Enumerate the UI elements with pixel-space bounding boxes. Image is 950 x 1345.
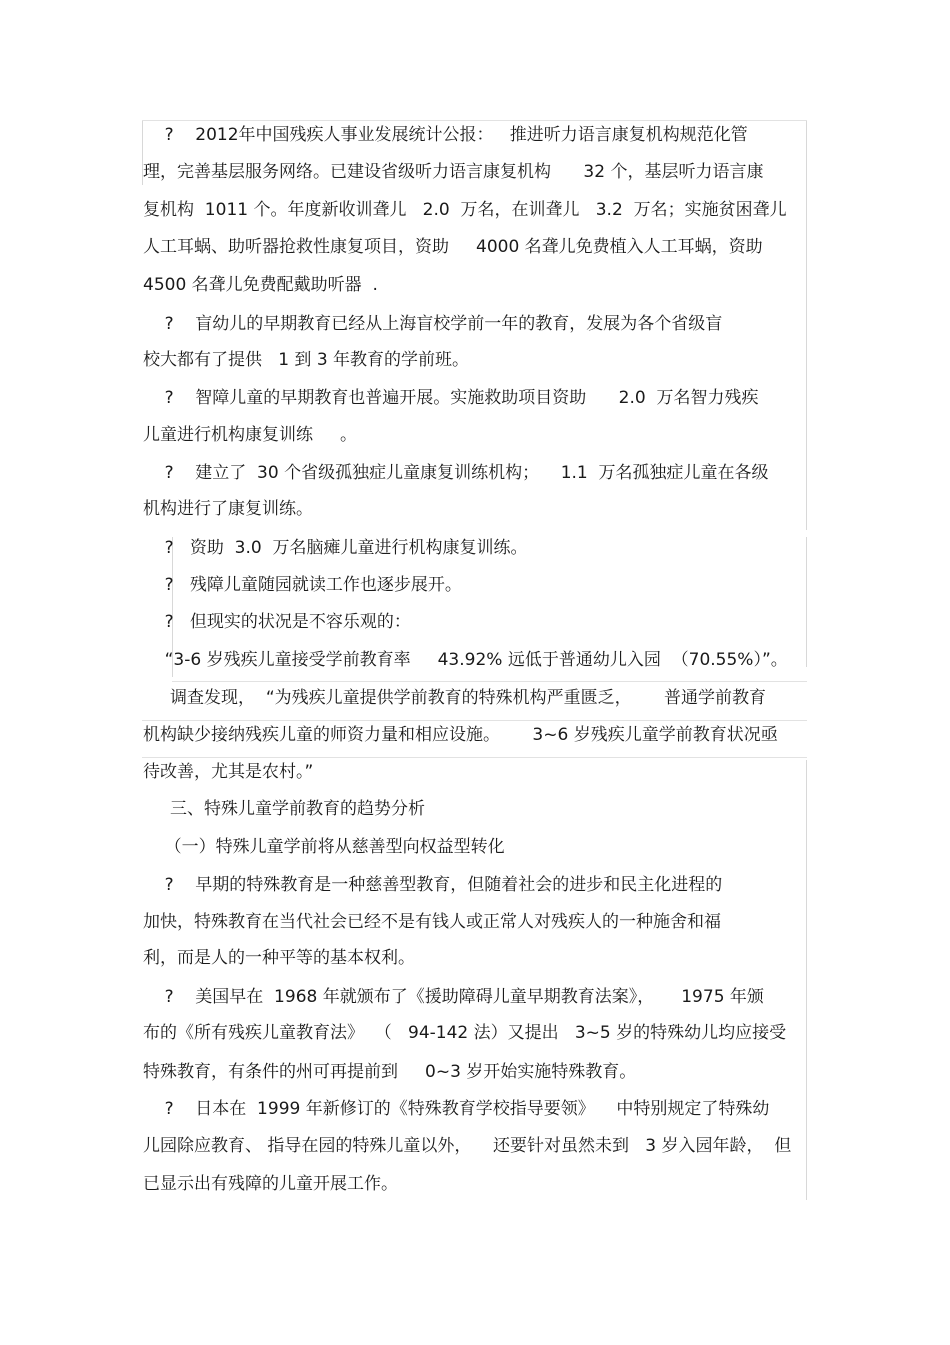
text-line: ? 资助 3.0 万名脑瘫儿童进行机构康复训练。 — [143, 538, 528, 558]
text-line: 利，而是人的一种平等的基本权利。 — [143, 948, 415, 968]
text-line: 调查发现， “为残疾儿童提供学前教育的特殊机构严重匮乏， 普通学前教育 — [143, 688, 767, 708]
text-line: 机构进行了康复训练。 — [143, 499, 313, 519]
text-line: 已显示出有残障的儿童开展工作。 — [143, 1174, 398, 1194]
text-line: ? 日本在 1999 年新修订的《特殊教育学校指导要领》 中特别规定了特殊幼 — [143, 1099, 770, 1119]
text-line: ? 但现实的状况是不容乐观的： — [143, 612, 411, 632]
text-line: （一）特殊儿童学前将从慈善型向权益型转化 — [143, 837, 505, 857]
border-right-bottom — [806, 760, 807, 1200]
text-line: 人工耳蜗、助听器抢救性康复项目，资助 4000 名聋儿免费植入人工耳蜗，资助 — [143, 237, 763, 257]
text-line: 三、特殊儿童学前教育的趋势分析 — [143, 799, 426, 819]
text-line: 复机构 1011 个。年度新收训聋儿 2.0 万名，在训聋儿 3.2 万名；实施贫困聋儿 — [143, 200, 787, 220]
text-line: 特殊教育，有条件的州可再提前到 0~3 岁开始实施特殊教育。 — [143, 1062, 637, 1082]
text-line: ? 智障儿童的早期教育也普遍开展。实施救助项目资助 2.0 万名智力残疾 — [143, 388, 759, 408]
text-line: ? 早期的特殊教育是一种慈善型教育，但随着社会的进步和民主化进程的 — [143, 875, 723, 895]
text-line: 机构缺少接纳残疾儿童的师资力量和相应设施。 3~6 岁残疾儿童学前教育状况亟 — [143, 725, 778, 745]
text-line: ? 2012年中国残疾人事业发展统计公报： 推进听力语言康复机构规范化管 — [143, 125, 748, 145]
border-survey-bottom-2 — [142, 757, 807, 758]
text-line: “3-6 岁残疾儿童接受学前教育率 43.92% 远低于普通幼儿入园 （70.55%）”。 — [143, 650, 788, 670]
text-line: 校大都有了提供 1 到 3 年教育的学前班。 — [143, 350, 470, 370]
text-line: ? 美国早在 1968 年就颁布了《援助障碍儿童早期教育法案》， 1975 年颁 — [143, 987, 764, 1007]
text-line: 布的《所有残疾儿童教育法》 （ 94-142 法）又提出 3~5 岁的特殊幼儿均应接受 — [143, 1023, 787, 1043]
text-line: 儿园除应教育、 指导在园的特殊儿童以外， 还要针对虽然未到 3 岁入园年龄， 但 — [143, 1136, 792, 1156]
border-quote-bottom — [172, 681, 807, 682]
border-right-top — [806, 120, 807, 530]
text-line: 4500 名聋儿免费配戴助听器 . — [143, 275, 378, 295]
border-right-mid — [806, 537, 807, 667]
text-line: 待改善，尤其是农村。” — [143, 762, 314, 782]
text-line: ? 盲幼儿的早期教育已经从上海盲校学前一年的教育，发展为各个省级盲 — [143, 314, 723, 334]
text-line: 理，完善基层服务网络。已建设省级听力语言康复机构 32 个，基层听力语言康 — [143, 162, 764, 182]
text-line: ? 建立了 30 个省级孤独症儿童康复训练机构； 1.1 万名孤独症儿童在各级 — [143, 463, 769, 483]
text-line: 加快，特殊教育在当代社会已经不是有钱人或正常人对残疾人的一种施舍和福 — [143, 912, 721, 932]
text-line: 儿童进行机构康复训练 。 — [143, 425, 358, 445]
border-survey-bottom — [142, 720, 807, 721]
text-line: ? 残障儿童随园就读工作也逐步展开。 — [143, 575, 462, 595]
border-top — [142, 120, 807, 121]
